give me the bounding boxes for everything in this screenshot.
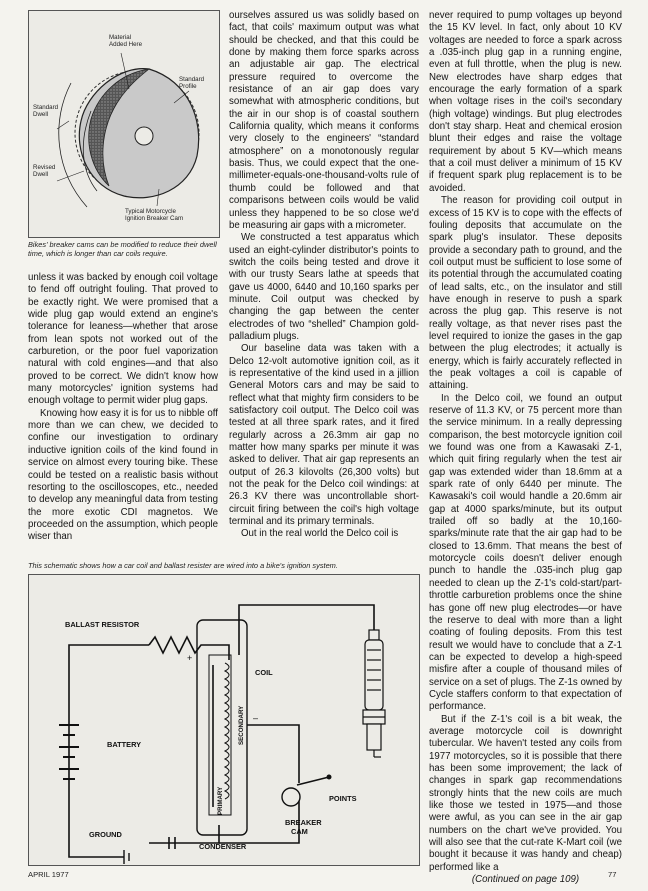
breaker-cam-diagram [29, 11, 219, 237]
col2-paragraph-4: Out in the real world the Delco coil is [241, 528, 399, 540]
col2-paragraph-3: Our baseline data was taken with a Delco 12-volt automotive ignition coil, as it is representative of the kind used in a jillion General Motors cars and may be said to reflect what that mighty firm considers to be satisfactory coil output. The Delco coil was tested at all three spark rates, and it fired regularly across a 26.3mm air gap no matter how many sparks per minute it was asked to deliver. That air gap represents an output of 26.3 kilovolts (26,300 volts) but not the peak for the Delco coil windings: at 26.3 KV there was uncontrollable short-circuit firing between the coil's high voltage terminal and its primary terminals. [229, 343, 419, 528]
col3-paragraph-3: In the Delco coil, we found an output reserve of 11.3 KV, or 75 percent more than the service minimum. In a really depressing comparison, the best motorcycle ignition coil we found was one from a Kawasaki Z-1, which quit firing regularly when the test air gap was extended wider than 18.6mm at a spark rate of only 6440 per minute. The Kawasaki's coil would handle a 20.6mm air gap at 4000 sparks/minute, but its output trailed off so badly at the 10,160-sparks/minute rate that the air gap had to be closed to 13.6mm. That means the best of motorcycle coils doesn't deliver enough punch to handle the .035-inch plug gap needed to clean up the Z-1's cold-start/part-throttle carburetion problems once the shine has gone off new plug electrodes—or have the reserve to deal with more than a light coating of fouling deposits. From this test result we would have to conclude that a Z-1 can be expected to develop a high-speed misfire after a couple of thousand miles of service on a set of plugs. The Z-1s owned by Cycle staffers conform to that expectation of performance. [429, 392, 622, 713]
label-primary: PRIMARY [217, 786, 224, 815]
col3-paragraph-1: never required to pump voltages up beyond the 15 KV level. In fact, only about 10 KV voltages are needed to force a spark across a .035-inch plug gap in a running engine, even at full throttle, when the plug is new. New electrodes have sharp edges that encourage the early formation of a spark when voltage rises in the coil's secondary (high voltage) windings. But plug electrodes don't stay sharp. Heat and chemical erosion blunt their edges and raise the voltage requirement by about 5 KV—which means that a coil must deliver a minimum of 15 KV if frequent spark plug replacement is to be avoided. [429, 10, 622, 194]
col1-paragraph-2: Knowing how easy it is for us to nibble off more than we can chew, we decided to confine our investigation to ordinary inductive ignition coils of the kind found in service on almost every touring bike. These could be tested on a realistic basis without resorting to the oscilloscopes, etc., needed to develop any meaningful data from testing the more exotic CDI magnetos. We proceeded on the assumption, which people wiser than [28, 407, 218, 543]
label-material-added: Material Added Here [109, 34, 143, 48]
col1-paragraph-1: unless it was backed by enough coil voltage to fend off outright fouling. That proved to be exactly right. We were promised that a wide plug gap would extend an engine's tolerance for leaness—whether that arose from lean spots not worked out of the carburetion, or the poor fuel vaporization natural with cold engines—and that also proved to be correct. We didn't know how many motorcycles' ignition systems had enough voltage to permit wider plug gaps. [28, 272, 218, 407]
label-standard-profile: Standard Profile [179, 76, 205, 90]
ignition-schematic-figure [28, 574, 420, 866]
footer-page-number: 77 [608, 870, 617, 879]
column-2 [229, 10, 419, 541]
col3-paragraph-4: But if the Z-1's coil is a bit weak, the average motorcycle coil is downright tubercular. We haven't tested any coils from 1977 motorcycles, so it is possible that there has been some improvement; the lack of changes in spark gap recommendations strongly hints that the new coils are much like those we tested in 1975—and those were awful, as you can see in the air gap numbers on the chart we've provided. You will also see that the cut-rate K-Mart coil (we bought it because it was handy and cheap) performed like a [429, 713, 622, 873]
continued-note: (Continued on page 109) [471, 874, 580, 886]
label-points: POINTS [329, 794, 357, 803]
col3-paragraph-2: The reason for providing coil output in excess of 15 KV is to cope with the effects of fouling deposits that accumulate on the spark plug's insulator. These deposits provide a secondary path to ground, and the coil output must be sufficient to lose some of its potential through the accumulated coating of lead salts, etc., on the insulator and still have enough in reserve to push a spark across the plug gap. This reserve is not really voltage, as that never rises past the level required to ionize the gases in the gap between the plug electrodes; it actually is energy, which is fairly accurately reflected in the peak voltages a coil is capable of attaining. [429, 195, 622, 392]
label-standard-dwell: Standard Dwell [33, 104, 59, 118]
label-ground: GROUND [89, 830, 122, 839]
ignition-schematic [29, 575, 419, 865]
label-coil: COIL [255, 668, 273, 677]
label-minus: – [253, 713, 259, 723]
figure1-caption: Bikes' breaker cams can be modified to reduce their dwell time, which is longer than car coils require. [28, 240, 217, 259]
col2-paragraph-1: ourselves assured us was solidly based on fact, that coils' maximum output was what should be checked, and that this could be done by making them force sparks across an adjustable air gap. The electrical pressure required to overcome the resistance of an air gap does vary somewhat with atmospheric conditions, but the air in our shop is of coastal southern California quality, which means it conforms very closely to the engineers' “standard atmosphere” on a monotonously regular basis. Thus, we could expect that the one-millimeter-equals-one-thousand-volts rule of thumb could be followed and that comparisons between coils would be valid unless they happened to be so close we'd be measuring air gaps with a micrometer. [229, 10, 419, 231]
label-typical-cam: Typical Motorcycle Ignition Breaker Cam [125, 208, 184, 222]
label-breaker-cam: BREAKER CAM [285, 818, 322, 836]
label-battery: BATTERY [107, 740, 142, 749]
figure2-caption: This schematic shows how a car coil and ballast resister are wired into a bike's ignition system. [28, 561, 338, 570]
col2-paragraph-2: We constructed a test apparatus which used an eight-cylinder distributor's points to switch the coils being tested and drove it with our trusty Sears lathe at speeds that gave us 4000, 6440 and 10,160 sparks per minute. Coil output was checked by changing the gap between the center electrodes of two “shelled” Champion gold-palladium plugs. [229, 232, 419, 342]
breaker-cam-figure [28, 10, 220, 238]
label-condenser: CONDENSER [199, 842, 247, 851]
label-plus: + [187, 653, 193, 663]
label-revised-dwell: Revised Dwell [33, 164, 56, 178]
label-secondary: SECONDARY [238, 705, 245, 745]
footer-date: APRIL 1977 [28, 870, 69, 879]
column-1 [28, 272, 218, 544]
column-3 [429, 10, 622, 886]
label-ballast-resistor: BALLAST RESISTOR [65, 620, 140, 629]
